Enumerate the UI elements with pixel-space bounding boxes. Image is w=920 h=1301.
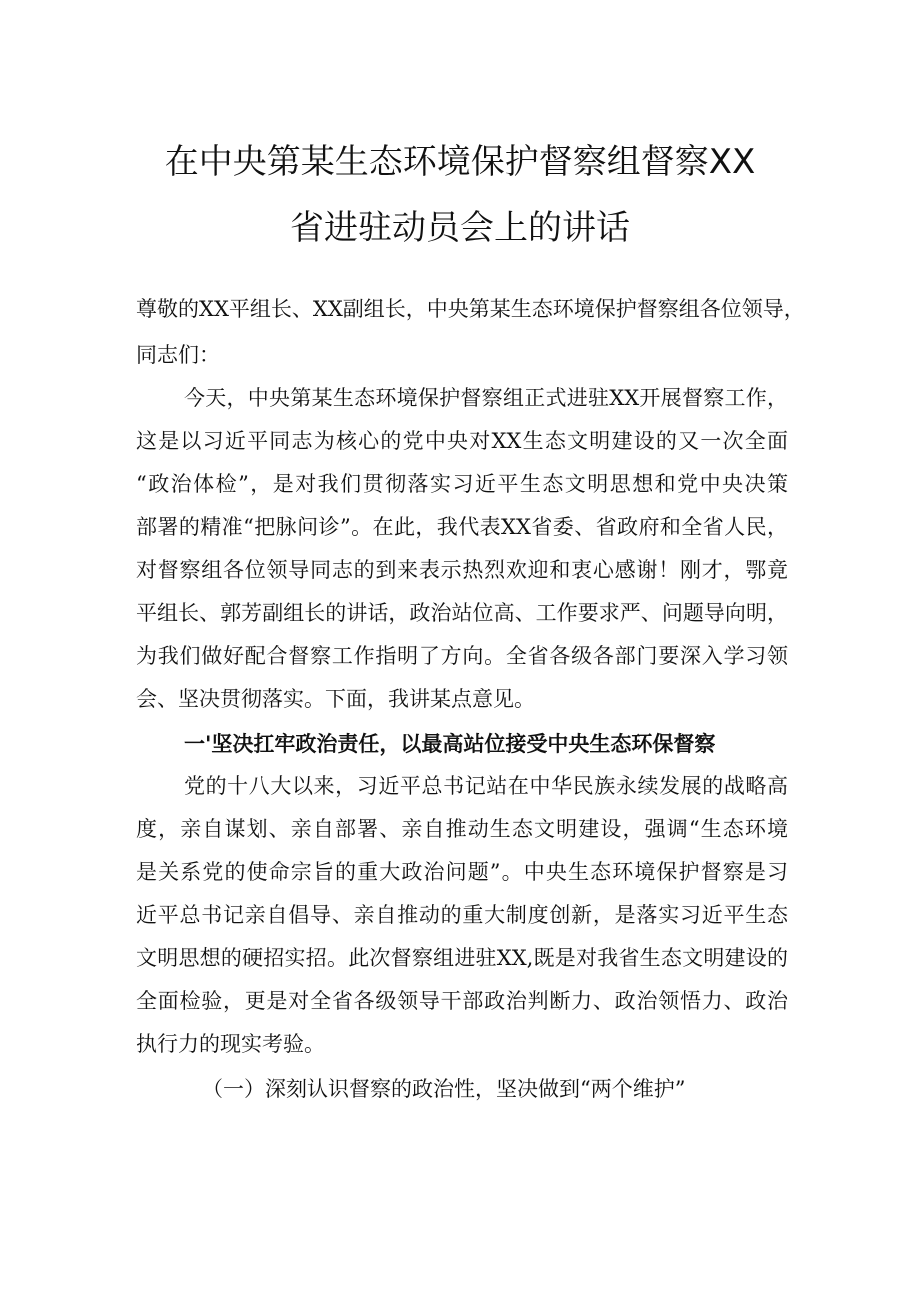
paragraph-line: 是关系党的使命宗旨的重大政治问题”。中央生态环境保护督察是习: [136, 860, 788, 884]
paragraph-line: 文明思想的硬招实招。此次督察组进驻XX,既是对我省生态文明建设的: [136, 946, 788, 970]
paragraph-line: “政治体检”，是对我们贯彻落实习近平生态文明思想和党中央决策: [136, 472, 788, 496]
paragraph-line: 为我们做好配合督察工作指明了方向。全省各级各部门要深入学习领: [136, 644, 788, 668]
subsection-heading: （一）深刻认识督察的政治性，坚决做到“两个维护”: [202, 1077, 686, 1101]
paragraph-line: 党的十八大以来，习近平总书记站在中华民族永续发展的战略高: [184, 774, 788, 798]
paragraph-line: 对督察组各位领导同志的到来表示热烈欢迎和衷心感谢！刚才，鄂竟: [136, 558, 788, 582]
paragraph-line: 会、坚决贯彻落实。下面，我讲某点意见。: [136, 687, 535, 711]
paragraph-line: 度，亲自谋划、亲自部署、亲自推动生态文明建设，强调“生态环境: [136, 817, 788, 841]
paragraph-line: 这是以习近平同志为核心的党中央对XX生态文明建设的又一次全面: [136, 429, 788, 453]
document-title-line-1: 在中央第某生态环境保护督察组督察XX: [164, 142, 756, 182]
paragraph-line: 平组长、郭芳副组长的讲话，政治站位高、工作要求严、问题导向明，: [136, 601, 788, 625]
section-heading: 一'坚决扛牢政治责任，以最高站位接受中央生态环保督察: [184, 731, 716, 756]
salutation-line: 同志们：: [136, 343, 220, 367]
paragraph-line: 今天，中央第某生态环境保护督察组正式进驻XX开展督察工作，: [184, 386, 788, 410]
document-title-line-2: 省进驻动员会上的讲话: [290, 208, 630, 248]
salutation-line: 尊敬的XX平组长、XX副组长，中央第某生态环境保护督察组各位领导，: [136, 297, 805, 321]
paragraph-line: 全面检验，更是对全省各级领导干部政治判断力、政治领悟力、政治: [136, 989, 788, 1013]
paragraph-line: 部署的精准“把脉问诊”。在此，我代表XX省委、省政府和全省人民，: [136, 515, 788, 539]
paragraph-line: 近平总书记亲自倡导、亲自推动的重大制度创新，是落实习近平生态: [136, 903, 788, 927]
paragraph-line: 执行力的现实考验。: [136, 1032, 325, 1056]
